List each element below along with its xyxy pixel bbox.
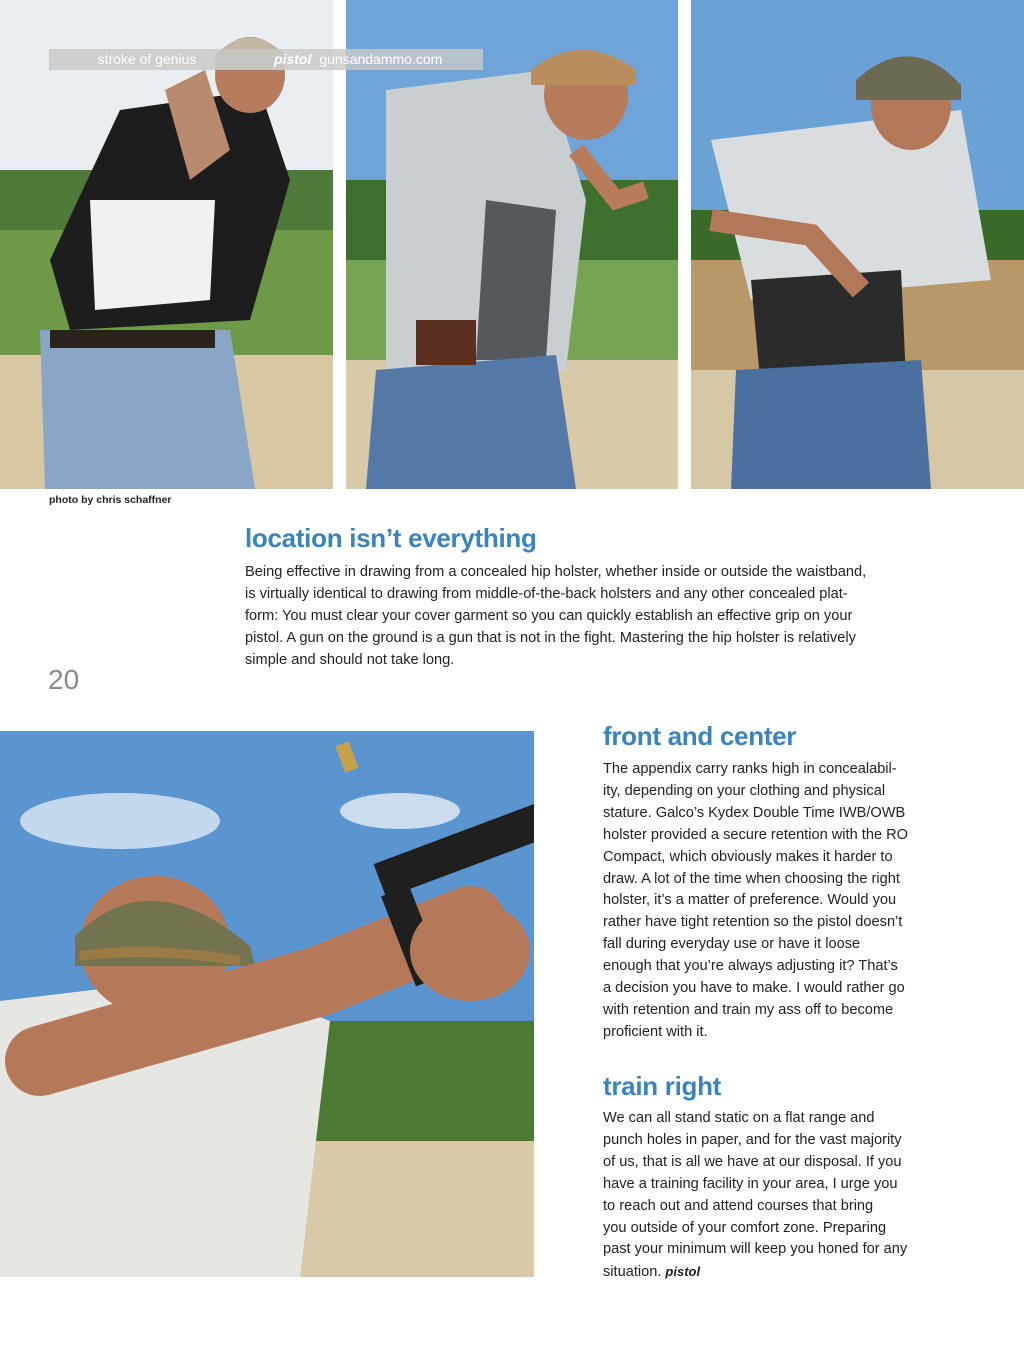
body-line: fall during everyday use or have it loose (603, 936, 861, 953)
section-heading-train-right: train right (603, 1071, 722, 1101)
photo-draw-appendix (691, 0, 1024, 489)
folio-brand-bar (245, 49, 483, 70)
body-line: We can all stand static on a flat range and (603, 1110, 875, 1126)
body-line: to reach out and attend courses that bring (603, 1197, 874, 1214)
body-line-text: situation. (603, 1264, 662, 1281)
folio-site-link[interactable]: gunsandammo.com (319, 51, 443, 67)
folio-brand-logo: pistol (274, 51, 312, 67)
body-line: you outside of your comfort zone. Preparing (603, 1219, 887, 1236)
body-line: punch holes in paper, and for the vast majority (603, 1131, 902, 1148)
body-line: past your minimum will keep you honed for any (603, 1241, 908, 1258)
photo-credit: photo by chris schaffner (49, 494, 172, 506)
body-line: have a training facility in your area, I urge you (603, 1175, 898, 1192)
body-line: stature. Galco’s Kydex Double Time IWB/OWB (603, 804, 906, 821)
body-line: simple and should not take long. (245, 651, 455, 668)
body-line: pistol. A gun on the ground is a gun that is not in the fight. Mastering the hip holster is relatively (245, 629, 856, 646)
body-line: Compact, which obviously makes it harder to (603, 848, 893, 865)
body-line: enough that you’re always adjusting it? That’s (603, 958, 898, 975)
body-line: rather have tight retention so the pistol doesn’t (603, 914, 903, 931)
section-body-front-center (603, 759, 908, 1044)
body-line: a decision you have to make. I would rather go (603, 980, 905, 997)
section-body-location (245, 562, 866, 672)
page-number: 20 (48, 664, 80, 695)
folio-section-bar (49, 49, 245, 70)
body-line-last (603, 1261, 907, 1284)
photo-draw-back-black-shirt (0, 0, 333, 489)
body-line: The appendix carry ranks high in concealabil- (603, 761, 897, 777)
body-line: of us, that is all we have at our disposal. If you (603, 1153, 902, 1170)
section-body-train-right (603, 1108, 907, 1284)
folio-section-label: stroke of genius (97, 51, 197, 67)
photo-draw-side-holster (346, 0, 678, 489)
section-heading-front-center: front and center (603, 721, 797, 751)
body-line: form: You must clear your cover garment so you can quickly establish an effective grip on your (245, 607, 853, 624)
body-line: with retention and train my ass off to become (603, 1001, 894, 1018)
section-heading-location: location isn’t everything (245, 523, 537, 553)
body-line: proficient with it. (603, 1023, 708, 1040)
body-line: is virtually identical to drawing from middle-of-the-back holsters and any other concealed plat- (245, 585, 848, 602)
photo-shooting-pistol (0, 731, 534, 1277)
body-line: draw. A lot of the time when choosing the right (603, 870, 900, 887)
body-line: holster provided a secure retention with the RO (603, 826, 909, 843)
body-line: ity, depending on your clothing and physical (603, 782, 886, 799)
end-mark-logo: pistol (665, 1264, 701, 1280)
body-line: holster, it’s a matter of preference. Would you (603, 892, 897, 909)
body-line: Being effective in drawing from a concealed hip holster, whether inside or outside the waistband, (245, 564, 867, 580)
